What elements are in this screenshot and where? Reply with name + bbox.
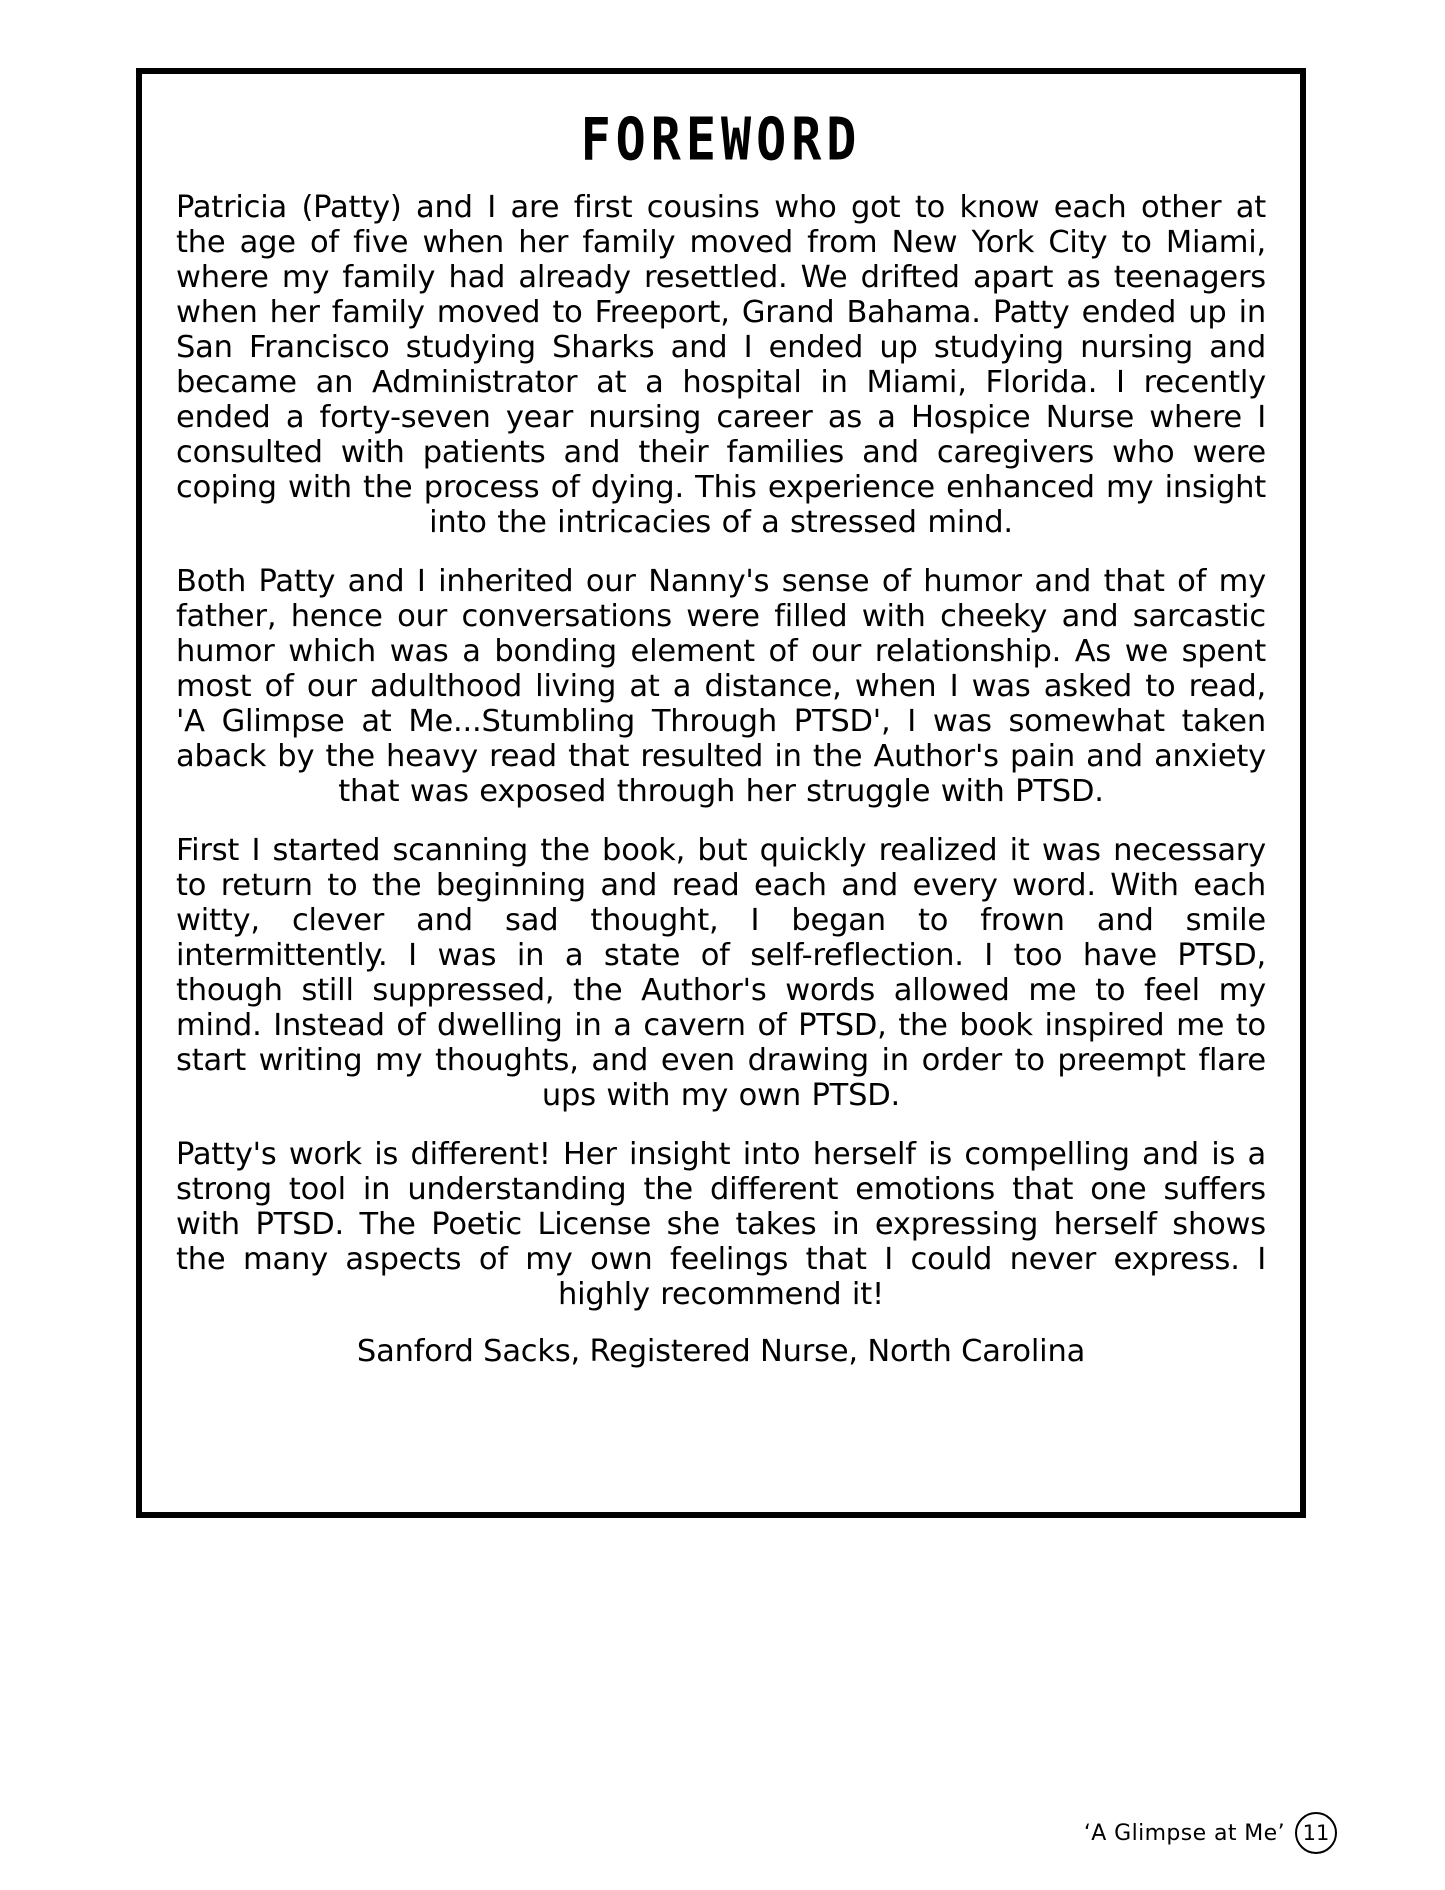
foreword-paragraph-2: Both Patty and I inherited our Nanny's sense of humor and that of my father, hence our conversations were filled with cheeky and sarcastic humor which was a bonding element of our relationship. As we spent most of our adulthood living at a distance, when I was asked to read, 'A Glimpse at Me...Stumbling Through PTSD', I was somewhat taken aback by the heavy read that resulted in the Author's pain and anxiety that was exposed through her struggle with PTSD. <box>176 564 1266 809</box>
foreword-paragraph-4: Patty's work is different! Her insight into herself is compelling and is a strong tool in understanding the different emotions that one suffers with PTSD. The Poetic License she takes in expressing herself shows the many aspects of my own feelings that I could never express. I highly recommend it! <box>176 1137 1266 1312</box>
footer-book-title: ‘A Glimpse at Me’ <box>1083 1820 1285 1846</box>
page-number-badge: 11 <box>1295 1812 1337 1854</box>
foreword-paragraph-3: First I started scanning the book, but quickly realized it was necessary to return to the beginning and read each and every word. With each witty, clever and sad thought, I began to frown and smile intermittently. I was in a state of self-reflection. I too have PTSD, though still suppressed, the Author's words allowed me to feel my mind. Instead of dwelling in a cavern of PTSD, the book inspired me to start writing my thoughts, and even drawing in order to preempt flare ups with my own PTSD. <box>176 833 1266 1113</box>
foreword-paragraph-1: Patricia (Patty) and I are first cousins who got to know each other at the age of five when her family moved from New York City to Miami, where my family had already resettled. We drifted apart as teenagers when her family moved to Freeport, Grand Bahama. Patty ended up in San Francisco studying Sharks and I ended up studying nursing and became an Administrator at a hospital in Miami, Florida. I recently ended a forty-seven year nursing career as a Hospice Nurse where I consulted with patients and their families and caregivers who were coping with the process of dying. This experience enhanced my insight into the intricacies of a stressed mind. <box>176 190 1266 540</box>
page-footer <box>1084 1812 1337 1854</box>
foreword-signature: Sanford Sacks, Registered Nurse, North Carolina <box>356 1334 1086 1369</box>
foreword-content-box <box>136 68 1306 1518</box>
page-title: FOREWORD <box>580 105 862 174</box>
